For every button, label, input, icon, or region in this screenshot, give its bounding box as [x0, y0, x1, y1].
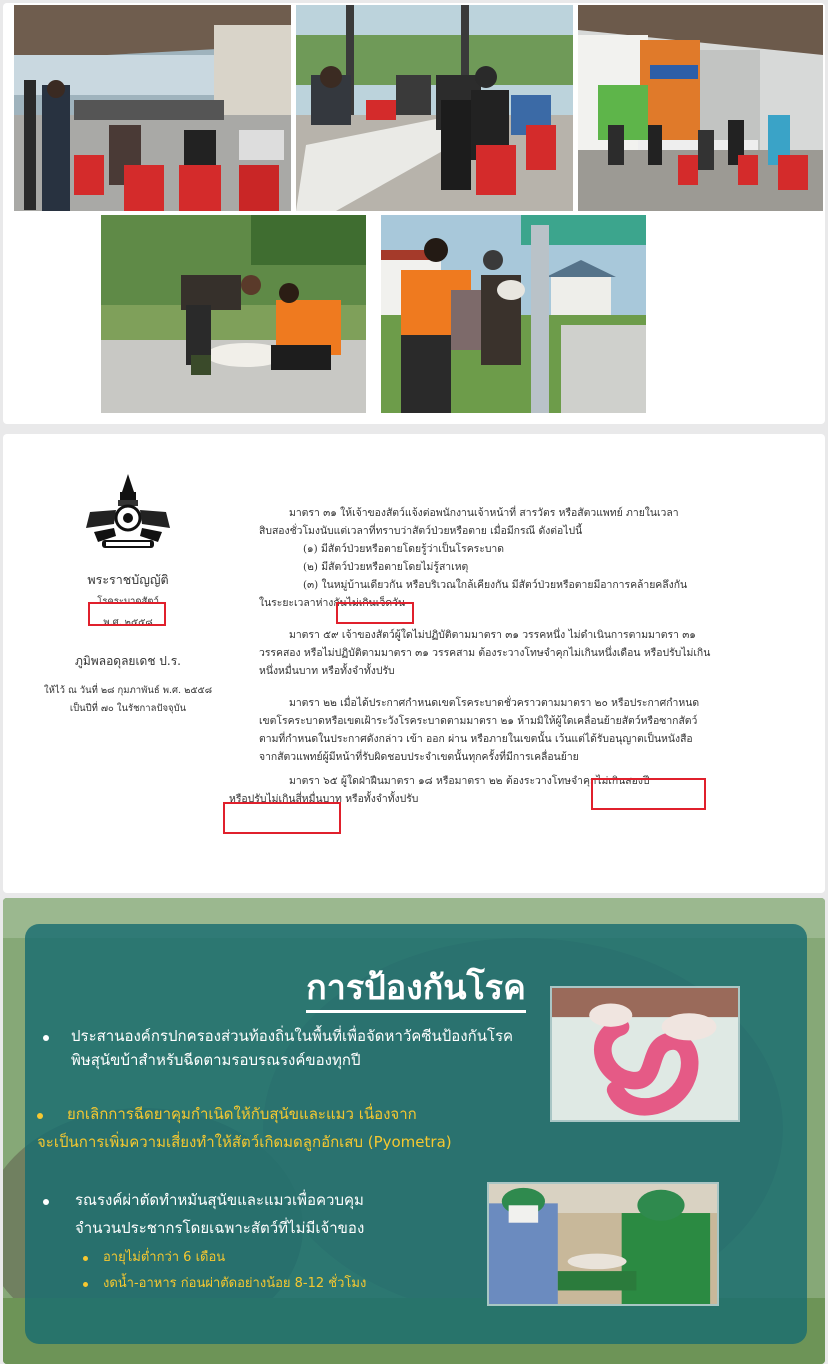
- sub-bullet-dot-1: [83, 1256, 88, 1261]
- section-31-item-3-cont: ในระยะเวลาห่างกันไม่เกินเจ็ดวัน: [259, 597, 406, 609]
- photo-sterilization-surgery: [487, 1182, 719, 1306]
- section-59-line-1: มาตรา ๕๙ เจ้าของสัตว์ผู้ใดไม่ปฏิบัติตามมาตรา ๓๑ วรรคหนึ่ง ไม่ดำเนินการตามมาตรา ๓๑: [289, 629, 696, 641]
- slide-title: การป้องกันโรค: [25, 960, 807, 1014]
- section-22-line-1: มาตรา ๒๒ เมื่อได้ประกาศกำหนดเขตโรคระบาดชั่วคราวตามมาตรา ๒๐ หรือประกาศกำหนด: [289, 697, 700, 709]
- section-22-line-4: จากสัตวแพทย์ผู้มีหน้าที่รับผิดชอบประจำเขตนั้นทุกครั้งที่มีการเคลื่อนย้าย: [259, 751, 579, 763]
- photo-holding-dog: [381, 215, 646, 413]
- photo-collage-panel: [3, 3, 825, 424]
- king-signature: ภูมิพลอดุลยเดช ป.ร.: [74, 654, 181, 668]
- bullet-1-line-1: ประสานองค์กรปกครองส่วนท้องถิ่นในพื้นที่เพื่อจัดหาวัคซีนป้องกันโรค: [71, 1027, 514, 1045]
- section-31-line-1: มาตรา ๓๑ ให้เจ้าของสัตว์แจ้งต่อพนักงานเจ้าหน้าที่ สารวัตร หรือสัตวแพทย์ ภายในเวลา: [289, 507, 679, 519]
- section-59-line-2: วรรคสอง หรือไม่ปฏิบัติตามมาตรา ๓๑ วรรคสาม ต้องระวางโทษจำคุกไม่เกินหนึ่งเดือน หรือปรับไม่เกิน: [259, 647, 711, 659]
- sub-bullet-dot-2: [83, 1282, 88, 1287]
- photo-community-building: [578, 5, 823, 211]
- section-22-line-2: เขตโรคระบาดหรือเขตเฝ้าระวังโรคระบาดตามมาตรา ๒๑ ห้ามมิให้ผู้ใดเคลื่อนย้ายสัตว์หรือซากสัตว์: [259, 715, 698, 727]
- given-date: ให้ไว้ ณ วันที่ ๒๘ กุมภาพันธ์ พ.ศ. ๒๕๕๘: [43, 685, 213, 696]
- section-65-line-2: หรือปรับไม่เกินสี่หมื่นบาท หรือทั้งจำทั้งปรับ: [229, 793, 419, 805]
- bullet-dot-2: [37, 1113, 43, 1119]
- bullet-dot-3: [43, 1199, 49, 1205]
- photo-meeting-hall: [14, 5, 291, 211]
- photo-table-meeting: [296, 5, 573, 211]
- slide-card: [25, 924, 807, 1344]
- section-31-line-2: สิบสองชั่วโมงนับแต่เวลาที่ทราบว่าสัตว์ป่วยหรือตาย เมื่อมีกรณี ดังต่อไปนี้: [259, 525, 583, 537]
- bullet-1-line-2: พิษสุนัขบ้าสำหรับฉีดตามรอบรณรงค์ของทุกปี: [71, 1051, 361, 1069]
- prevention-slide-panel: [3, 898, 825, 1364]
- section-65-line-1: มาตรา ๖๕ ผู้ใดฝ่าฝืนมาตรา ๑๘ หรือมาตรา ๒๒ ต้องระวางโทษจำคุกไม่เกินสองปี: [289, 775, 650, 787]
- act-title: พระราชบัญญัติ: [87, 572, 169, 587]
- section-59-line-3: หนึ่งหมื่นบาท หรือทั้งจำทั้งปรับ: [259, 665, 395, 677]
- section-31-item-2: (๒) มีสัตว์ป่วยหรือตายโดยไม่รู้สาเหตุ: [303, 561, 469, 573]
- bullet-3-line-2: จำนวนประชากรโดยเฉพาะสัตว์ที่ไม่มีเจ้าของ: [75, 1219, 365, 1237]
- act-sections: [223, 504, 723, 808]
- act-subtitle: โรคระบาดสัตว์: [97, 596, 159, 607]
- highlight-box-seven-days: [336, 602, 414, 624]
- section-31-item-1: (๑) มีสัตว์ป่วยหรือตายโดยรู้ว่าเป็นโรคระบาด: [303, 543, 505, 555]
- sub-bullet-1: อายุไม่ต่ำกว่า 6 เดือน: [103, 1250, 226, 1265]
- section-31-item-3: (๓) ในหมู่บ้านเดียวกัน หรือบริเวณใกล้เคียงกัน มีสัตว์ป่วยหรือตายมีอาการคล้ายคลึงกัน: [303, 579, 688, 591]
- section-22-line-3: ตามที่กำหนดในประกาศดังกล่าว เข้า ออก ผ่าน หรือภายในเขตนั้น เว้นแต่ได้รับอนุญาตเป็นหนังสือ: [259, 733, 693, 745]
- highlight-box-forty-thousand: [223, 802, 341, 834]
- royal-garuda-emblem-icon: [80, 472, 176, 552]
- bullet-3-line-1: รณรงค์ผ่าตัดทำหมันสุนัขและแมวเพื่อควบคุม: [75, 1191, 364, 1209]
- photo-pyometra-surgery: [550, 986, 740, 1122]
- sub-bullet-2: งดน้ำ-อาหาร ก่อนผ่าตัดอย่างน้อย 8-12 ชั่วโมง: [103, 1276, 367, 1291]
- act-year: พ.ศ. ๒๕๕๘: [103, 617, 153, 628]
- act-header: [23, 472, 233, 716]
- highlight-box-year: [88, 602, 166, 626]
- highlight-box-two-years: [591, 778, 706, 810]
- photo-dog-vaccination: [101, 215, 366, 413]
- bullet-2-line-2: จะเป็นการเพิ่มความเสี่ยงทำให้สัตว์เกิดมดลูกอักเสบ (Pyometra): [37, 1133, 452, 1151]
- law-document-panel: [3, 434, 825, 893]
- reign-year: เป็นปีที่ ๗๐ ในรัชกาลปัจจุบัน: [69, 703, 187, 714]
- bullet-2-line-1: ยกเลิกการฉีดยาคุมกำเนิดให้กับสุนัขและแมว เนื่องจาก: [67, 1105, 417, 1123]
- bullet-dot-1: [43, 1035, 49, 1041]
